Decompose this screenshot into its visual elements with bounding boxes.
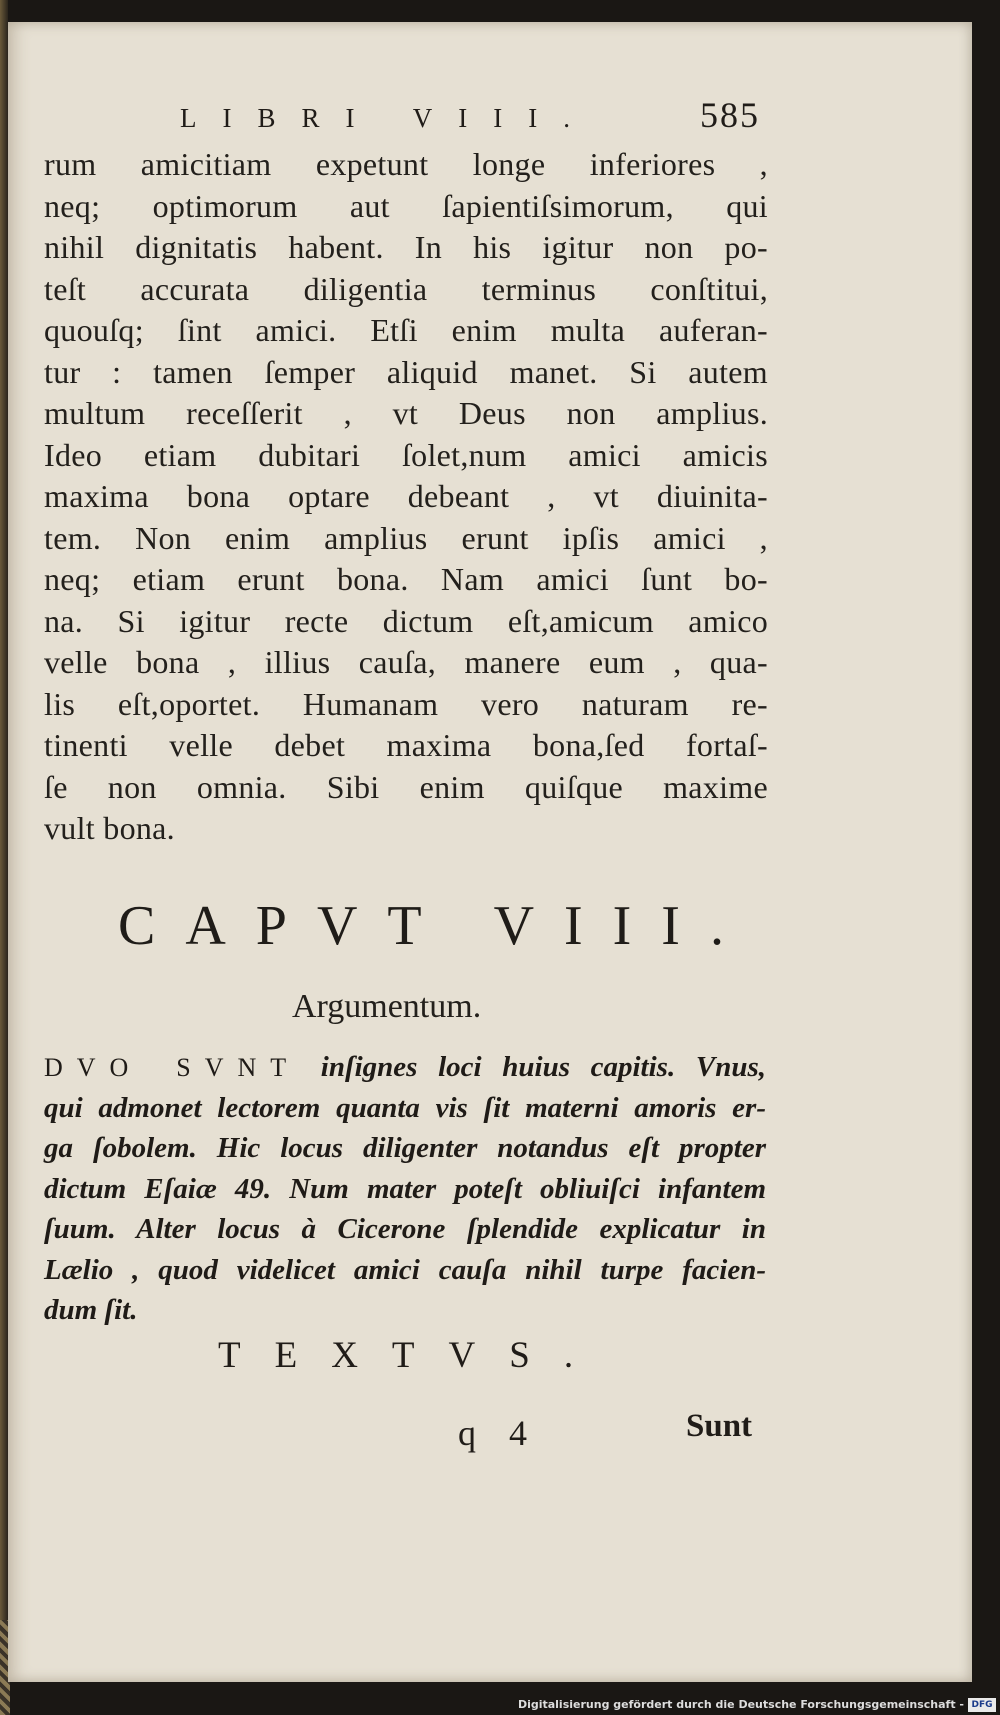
argument-line [44,1047,766,1088]
catchword: Sunt [686,1408,753,1444]
text-line: neq; optimorum aut ſapientiſsimorum, qui [44,187,768,224]
book-page [8,22,972,1682]
text-line: tem. Non enim amplius erunt ipſis amici , [44,519,768,556]
argument-line: Lælio , quod videlicet amici cauſa nihil turpe facien- [44,1253,766,1286]
text-line: vult bona. [44,810,175,846]
argument-block [44,1047,766,1331]
argument-line: ga ſobolem. Hic locus diligenter notandus eſt propter [44,1132,766,1164]
signature-mark: q 4 [458,1413,539,1453]
text-line: tur : tamen ſemper aliquid manet. Si autem [44,353,768,390]
text-line: maxima bona optare debeant , vt diuinita- [44,478,768,514]
running-title: LIBRI VIII. [180,103,596,133]
textus-heading: TEXTVS. [218,1335,608,1376]
body-text [44,144,768,850]
argument-line: dum ſit. [44,1294,138,1326]
text-line: Ideo etiam dubitari ſolet,num amici amicis [44,436,768,473]
text-line: neq; etiam erunt bona. Nam amici ſunt bo- [44,561,768,597]
text-line: velle bona , illius cauſa, manere eum , qua- [44,644,768,680]
book-binding-edge [0,0,8,1715]
argument-opening-caps: DVO SVNT [44,1053,301,1082]
page-number: 585 [700,95,760,135]
argument-line: dictum Eſaiæ 49. Num mater poteſt obliuiſci infantem [44,1172,766,1205]
argument-first-line-text: inſignes loci huius capitis. Vnus, [320,1051,766,1083]
argument-line: ſuum. Alter locus à Cicerone ſplendide explicatur in [44,1213,766,1245]
argument-line: qui admonet lectorem quanta vis ſit materni amoris er- [44,1091,766,1124]
text-line: nihil dignitatis habent. In his igitur non po- [44,229,768,265]
text-line: rum amicitiam expetunt longe inferiores , [44,146,768,182]
text-line: lis eſt,oportet. Humanam vero naturam re- [44,685,768,722]
text-line: teſt accurata diligentia terminus conſtitui, [44,270,768,307]
dfg-logo-icon: DFG [968,1698,996,1712]
text-line: na. Si igitur recte dictum eſt,amicum amico [44,602,768,639]
text-line: tinenti velle debet maxima bona,ſed fortaſ- [44,727,768,763]
digitization-credit: Digitalisierung gefördert durch die Deutsche Forschungsgemeinschaft - [517,1698,964,1711]
text-line: multum receſſerit , vt Deus non amplius. [44,395,768,431]
running-head [180,94,760,136]
argumentum-title: Argumentum. [292,988,482,1025]
text-line: ſe non omnia. Sibi enim quiſque maxime [44,768,768,805]
chapter-heading: CAPVT VIII. [118,895,754,957]
text-line: quouſq; ſint amici. Etſi enim multa auferan- [44,312,768,348]
